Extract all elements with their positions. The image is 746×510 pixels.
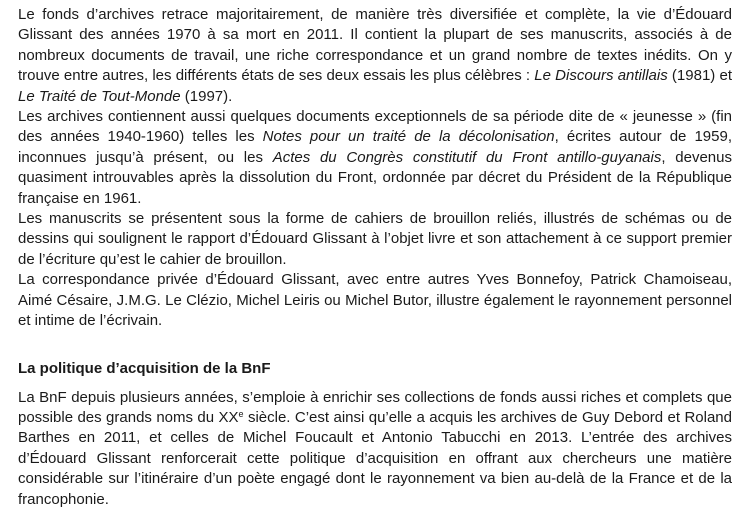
book-title-traite-tout-monde: Le Traité de Tout-Monde (18, 87, 181, 105)
text-run: siècle. C’est ainsi qu’elle a acquis les archives de Guy Debord et Roland Barthes en 2011, et celles de Michel Foucault et Antonio Tabucchi en 2013. L’entrée des archives d’Édouard Glissant renforcerait cette politique d’acquisition en offrant aux chercheurs une matière considérable sur l’itinéraire d’un poète engagé dont le rayonnement va bien au-delà de la France et de la francophonie. (18, 408, 732, 508)
document-body (18, 5, 732, 510)
title-notes-decolonisation: Notes pour un traité de la décolonisation (262, 128, 555, 146)
paragraph-correspondence: La correspondance privée d’Édouard Glissant, avec entre autres Yves Bonnefoy, Patrick Chamoiseau, Aimé Césaire, J.M.G. Le Clézio, Michel Leiris ou Michel Butor, illustre également le rayonnement personnel et intime de l’écrivain. (18, 271, 732, 330)
text-run: La BnF depuis plusieurs années, s’emploie à enrichir ses collections de fonds aussi riches et complets que possible des grands noms du XX (18, 388, 732, 426)
book-title-discours-antillais: Le Discours antillais (534, 67, 668, 85)
paragraph-youth-documents (18, 107, 732, 209)
text-run: Le fonds d’archives retrace majoritairement, de manière très diversifiée et complète, la vie d’Édouard Glissant des années 1970 à sa mort en 2011. Il contient la plupart de ses manuscrits, associés à de nombreux documents de travail, une riche correspondance et un grand nombre de textes inédits. On y trouve entre autres, les différents états de ses deux essais les plus célèbres : (18, 6, 732, 85)
text-run: , devenus quasiment introuvables après la dissolution du Front, ordonnée par décret du Président de la République française en 1961. (18, 148, 732, 207)
text-run: Les archives contiennent aussi quelques documents exceptionnels de sa période dite de « jeunesse » (fin des années 1940-1960) telles les (18, 108, 732, 146)
paragraph-archives-overview (18, 5, 732, 107)
title-actes-congres: Actes du Congrès constitutif du Front antillo-guyanais (272, 148, 662, 166)
text-run: (1997). (180, 87, 233, 105)
century-superscript: e (238, 408, 244, 419)
paragraph-manuscripts: Les manuscrits se présentent sous la forme de cahiers de brouillon reliés, illustrés de schémas ou de dessins qui soulignent le rapport d’Édouard Glissant à l’objet livre et son attachement à ce support premier de l’écriture qu’est le cahier de brouillon. (18, 210, 732, 268)
text-run: (1981) et (667, 67, 732, 85)
paragraph-acquisition-policy (18, 388, 732, 510)
text-run: , écrites autour de 1959, inconnues jusqu’à présent, ou les (18, 128, 732, 166)
section-heading: La politique d’acquisition de la BnF (18, 359, 271, 377)
